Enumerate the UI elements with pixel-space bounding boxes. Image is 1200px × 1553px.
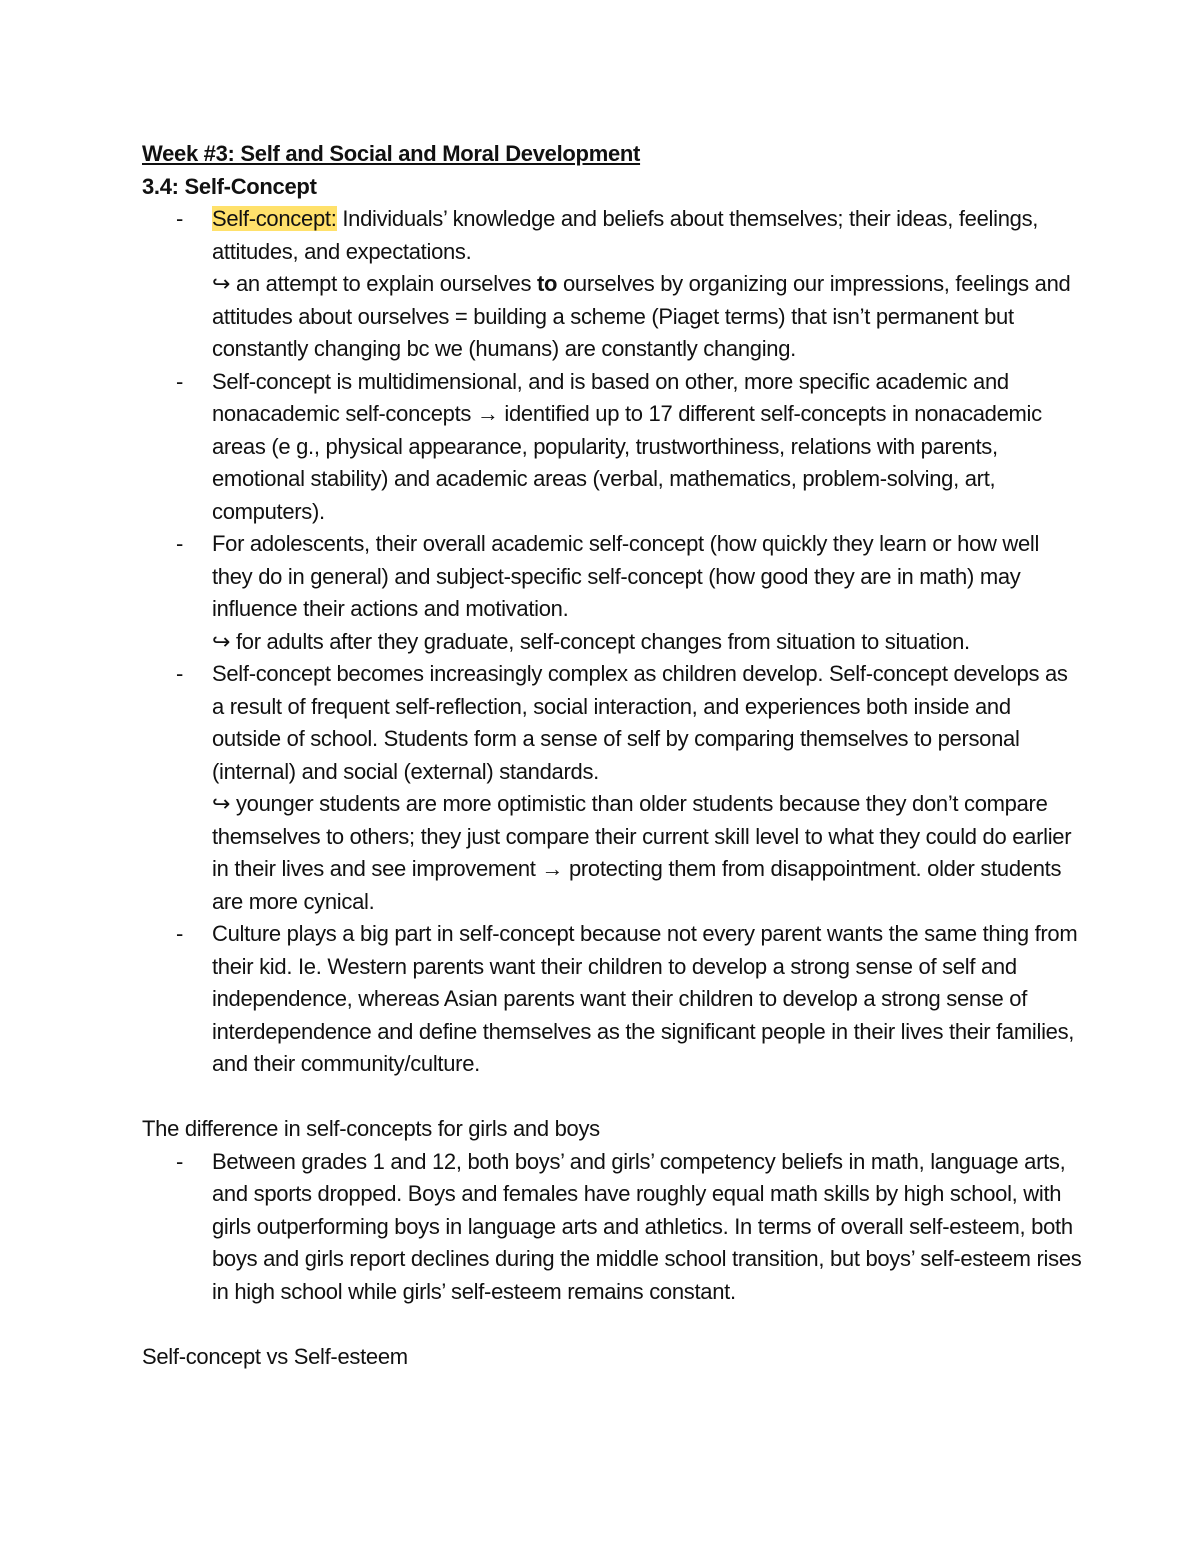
- sub-note: ↪ for adults after they graduate, self-concept changes from situation to situation.: [212, 628, 970, 654]
- sub-note: [212, 268, 1082, 366]
- gender-differences-heading: The difference in self-concepts for girls and boys: [142, 1116, 600, 1141]
- gender-differences-list: [142, 1146, 1082, 1309]
- list-item-text: Between grades 1 and 12, both boys’ and girls’ competency beliefs in math, language arts, and sports dropped. Boys and females have roughly equal math skills by high school, with girls outperforming boys in language arts and athletics. In terms of overall self-esteem, both boys and girls report declines during the middle school transition, but boys’ self-esteem rises in high school while girls’ self-esteem remains constant.: [212, 1148, 1082, 1304]
- list-item-text: For adolescents, their overall academic self-concept (how quickly they learn or how well they do in general) and subject-specific self-concept (how good they are in math) may influence their actions and motivation.: [212, 531, 1040, 621]
- spacer: [142, 1308, 1082, 1341]
- section-heading: 3.4: Self-Concept: [142, 173, 317, 199]
- comparison-heading: Self-concept vs Self-esteem: [142, 1343, 408, 1369]
- list-item: [142, 203, 1082, 366]
- list-item: [142, 366, 1082, 529]
- document-title: Week #3: Self and Social and Moral Development: [142, 141, 641, 166]
- list-item: [142, 528, 1082, 658]
- list-item: [142, 658, 1082, 918]
- spacer: [142, 1081, 1082, 1114]
- sub-note-bold: to: [536, 271, 558, 296]
- highlighted-term: Self-concept:: [212, 206, 337, 231]
- sub-note-text: ↪ an attempt to explain ourselves: [212, 271, 537, 296]
- list-item-text: Culture plays a big part in self-concept because not every parent wants the same thing from their kid. Ie. Western parents want their children to develop a strong sense of self and independence, whereas Asian parents want their children to develop a strong sense of interdependence and define themselves as the significant people in their lives their families, and their community/culture.: [212, 921, 1078, 1076]
- sub-note-text: ourselves by organizing our impressions, feelings and attitudes about ourselves = building a scheme (Piaget terms) that isn’t permanent but constantly changing bc we (humans) are constantly changing.: [212, 271, 1071, 361]
- self-concept-list: [142, 203, 1082, 1081]
- sub-note: ↪ younger students are more optimistic than older students because they don’t compare themselves to others; they just compare their current skill level to what they could do earlier in their lives and see improvement → protecting them from disappointment. older students are more cynical.: [212, 791, 1072, 914]
- list-item: [142, 1146, 1082, 1309]
- list-item-text: Individuals’ knowledge and beliefs about themselves; their ideas, feelings, attitudes, and expectations.: [212, 206, 1039, 264]
- list-item: [142, 918, 1082, 1081]
- list-item-text: Self-concept is multidimensional, and is based on other, more specific academic and nonacademic self-concepts → identified up to 17 different self-concepts in nonacademic areas (e g., physical appearance, popularity, trustworthiness, relations with parents, emotional stability) and academic areas (verbal, mathematics, problem-solving, art, computers).: [212, 368, 1042, 524]
- list-item-text: Self-concept becomes increasingly complex as children develop. Self-concept develops as a result of frequent self-reflection, social interaction, and experiences both inside and outside of school. Students form a sense of self by comparing themselves to personal (internal) and social (external) standards.: [212, 661, 1068, 784]
- document-page: [142, 138, 1082, 1373]
